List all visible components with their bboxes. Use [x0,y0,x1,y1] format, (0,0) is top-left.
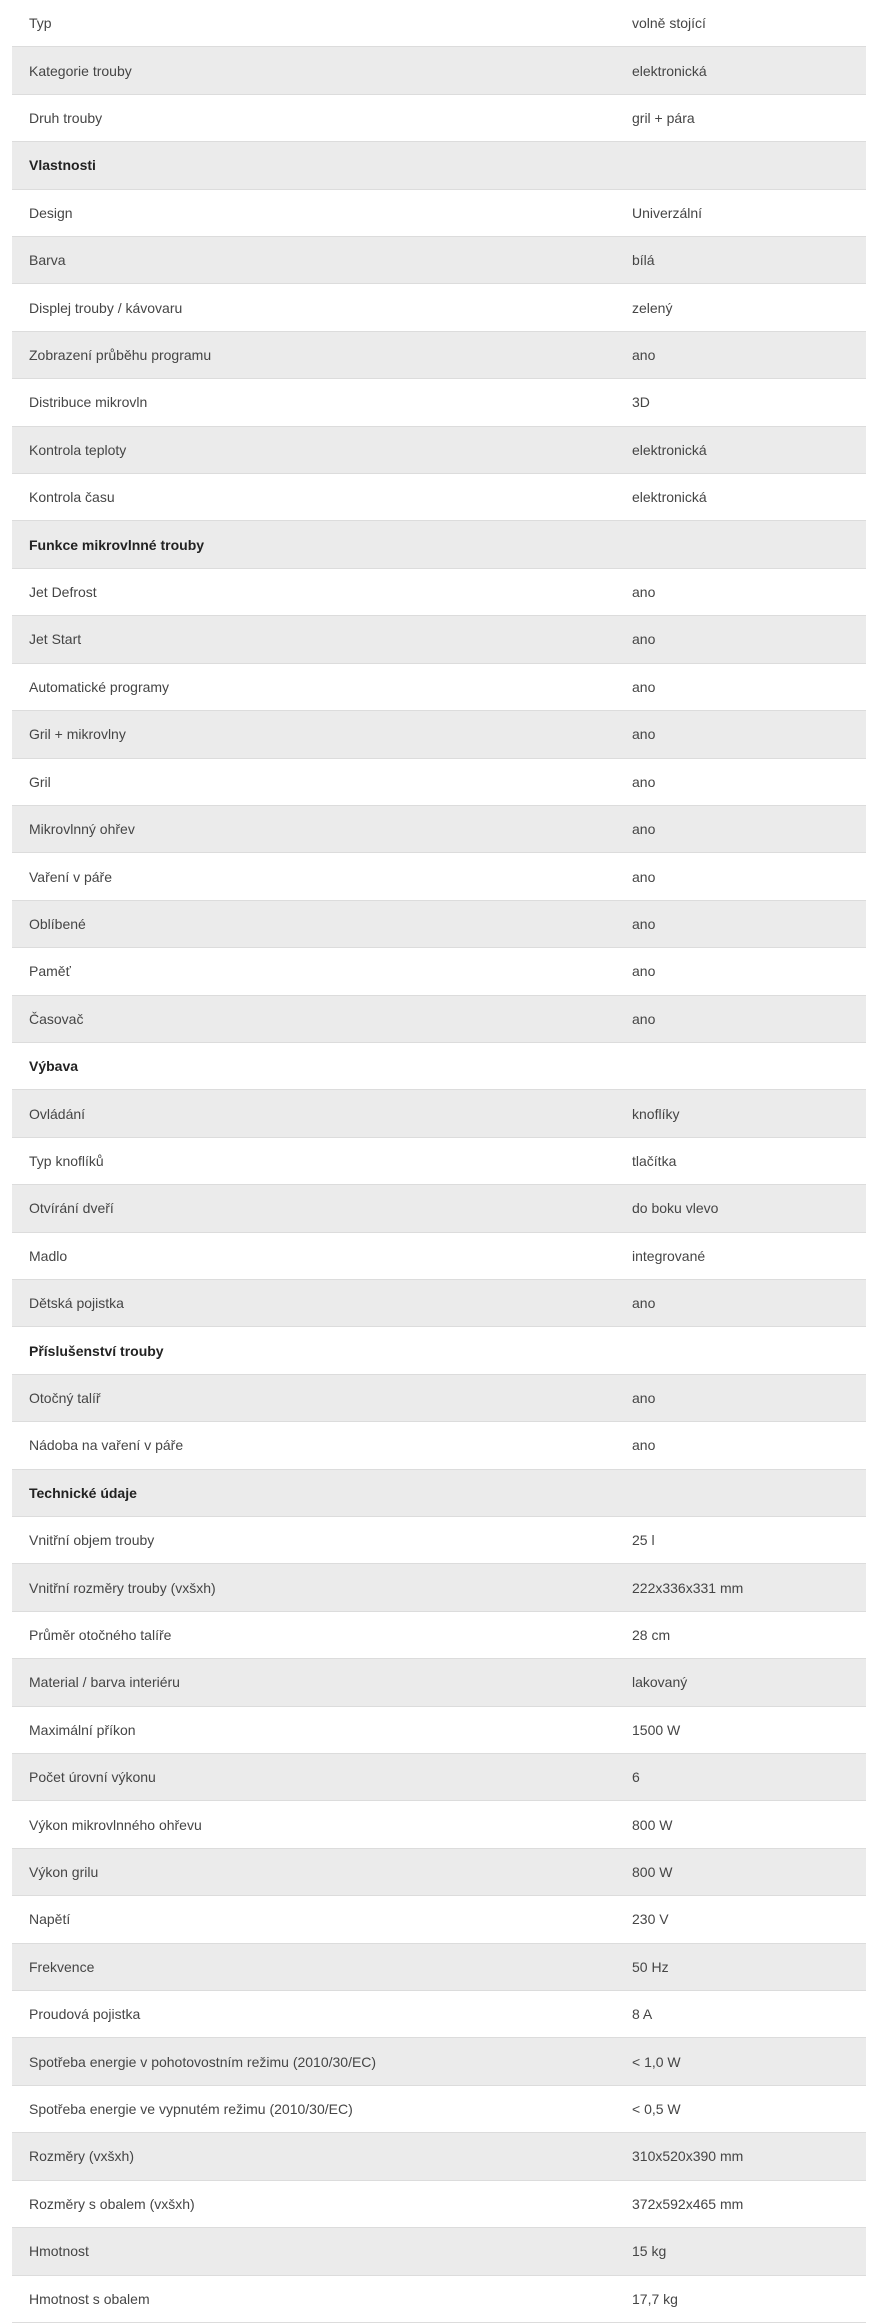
spec-value: ano [632,915,656,932]
spec-row [12,2228,866,2275]
spec-row [12,47,866,94]
spec-value: ano [632,1389,656,1406]
spec-label: Typ knoflíků [29,1152,104,1169]
section-title: Výbava [29,1058,79,1075]
spec-value: ano [632,1437,656,1454]
spec-value: < 0,5 W [632,2101,681,2118]
spec-label: Proudová pojistka [29,2006,141,2023]
spec-row [12,1138,866,1185]
spec-value: 310x520x390 mm [632,2148,744,2165]
spec-label: Automatické programy [29,678,170,695]
spec-label: Gril [29,773,51,790]
spec-row [12,1612,866,1659]
spec-value: zelený [632,299,673,316]
spec-label: Vaření v páře [29,868,113,885]
spec-value: 28 cm [632,1627,671,1644]
spec-value: bílá [632,252,655,269]
spec-label: Vnitřní rozměry trouby (vxšxh) [29,1579,216,1596]
spec-label: Hmotnost s obalem [29,2290,150,2307]
spec-label: Kontrola teploty [29,441,127,458]
spec-label: Barva [29,252,66,269]
spec-value: ano [632,963,656,980]
spec-value: elektronická [632,441,707,458]
spec-row [12,2086,866,2133]
spec-label: Výkon grilu [29,1864,99,1881]
spec-value: 3D [632,394,650,411]
spec-value: 25 l [632,1532,655,1549]
spec-row [12,1849,866,1896]
spec-value: ano [632,1010,656,1027]
spec-label: Kontrola času [29,489,115,506]
spec-value: ano [632,1295,656,1312]
spec-value: ano [632,821,656,838]
spec-value: 8 A [632,2006,653,2023]
spec-value: ano [632,347,656,364]
spec-row [12,711,866,758]
spec-row [12,2181,866,2228]
spec-row [12,1185,866,1232]
section-title: Vlastnosti [29,157,96,174]
spec-label: Spotřeba energie ve vypnutém režimu (2010/30/EC) [29,2101,353,2118]
spec-label: Maximální příkon [29,1721,136,1738]
spec-row [12,379,866,426]
spec-value: knoflíky [632,1105,680,1122]
section-header-row [12,142,866,189]
spec-row [12,1280,866,1327]
spec-value: lakovaný [632,1674,688,1691]
spec-row [12,948,866,995]
spec-row [12,474,866,521]
spec-label: Typ [29,15,52,32]
spec-row [12,2276,866,2323]
spec-label: Madlo [29,1247,68,1264]
spec-row [12,2133,866,2180]
spec-value: 6 [632,1769,640,1786]
spec-value: integrované [632,1247,706,1264]
spec-row [12,284,866,331]
spec-row [12,1517,866,1564]
spec-label: Design [29,204,73,221]
spec-value: do boku vlevo [632,1200,719,1217]
spec-row [12,1233,866,1280]
spec-row [12,759,866,806]
spec-label: Gril + mikrovlny [29,726,126,743]
spec-row [12,806,866,853]
spec-row [12,616,866,663]
spec-label: Oblíbené [29,915,86,932]
spec-label: Jet Start [29,631,82,648]
spec-row [12,1944,866,1991]
spec-label: Nádoba na vaření v páře [29,1437,184,1454]
spec-label: Dětská pojistka [29,1295,124,1312]
spec-row [12,853,866,900]
spec-value: 230 V [632,1911,669,1928]
spec-label: Výkon mikrovlnného ohřevu [29,1816,202,1833]
spec-row [12,901,866,948]
spec-label: Hmotnost [29,2243,89,2260]
spec-value: Univerzální [632,204,703,221]
spec-label: Časovač [29,1010,84,1027]
spec-row [12,427,866,474]
spec-value: elektronická [632,62,707,79]
spec-row [12,0,866,47]
spec-row [12,190,866,237]
section-header-row [12,1327,866,1374]
spec-value: 800 W [632,1816,673,1833]
spec-label: Vnitřní objem trouby [29,1532,155,1549]
spec-value: elektronická [632,489,707,506]
spec-row [12,332,866,379]
spec-row [12,1896,866,1943]
spec-label: Kategorie trouby [29,62,132,79]
section-header-row [12,1470,866,1517]
spec-row [12,95,866,142]
spec-value: 17,7 kg [632,2290,678,2307]
spec-label: Rozměry (vxšxh) [29,2148,135,2165]
spec-row [12,1375,866,1422]
spec-row [12,569,866,616]
spec-row [12,996,866,1043]
spec-row [12,1422,866,1469]
section-title: Příslušenství trouby [29,1342,164,1359]
spec-row [12,1090,866,1137]
spec-label: Průměr otočného talíře [29,1627,172,1644]
spec-label: Jet Defrost [29,584,97,601]
spec-value: 222x336x331 mm [632,1579,744,1596]
spec-value: < 1,0 W [632,2053,681,2070]
spec-label: Spotřeba energie v pohotovostním režimu (2010/30/EC) [29,2053,377,2070]
spec-row [12,1754,866,1801]
spec-table [12,0,866,2323]
spec-label: Distribuce mikrovln [29,394,148,411]
spec-row [12,1564,866,1611]
spec-value: 800 W [632,1864,673,1881]
section-title: Funkce mikrovlnné trouby [29,536,205,553]
spec-row [12,1991,866,2038]
spec-value: volně stojící [632,15,706,32]
spec-value: ano [632,726,656,743]
section-header-row [12,521,866,568]
spec-value: 1500 W [632,1721,681,1738]
spec-row [12,2038,866,2085]
spec-value: 372x592x465 mm [632,2195,744,2212]
spec-label: Zobrazení průběhu programu [29,347,212,364]
spec-value: ano [632,678,656,695]
spec-row [12,1659,866,1706]
spec-value: ano [632,631,656,648]
spec-value: tlačítka [632,1152,677,1169]
spec-label: Druh trouby [29,110,103,127]
spec-row [12,237,866,284]
spec-label: Mikrovlnný ohřev [29,821,135,838]
spec-label: Napětí [29,1911,71,1928]
spec-label: Otočný talíř [29,1389,101,1406]
spec-row [12,664,866,711]
spec-row [12,1707,866,1754]
spec-value: 15 kg [632,2243,667,2260]
spec-value: gril + pára [632,110,695,127]
spec-label: Frekvence [29,1958,95,1975]
spec-label: Paměť [29,963,71,980]
spec-row [12,1801,866,1848]
spec-label: Material / barva interiéru [29,1674,180,1691]
spec-value: 50 Hz [632,1958,669,1975]
spec-label: Rozměry s obalem (vxšxh) [29,2195,195,2212]
spec-value: ano [632,868,656,885]
section-header-row [12,1043,866,1090]
section-title: Technické údaje [29,1484,137,1501]
spec-label: Počet úrovní výkonu [29,1769,156,1786]
spec-label: Ovládání [29,1105,86,1122]
spec-label: Displej trouby / kávovaru [29,299,183,316]
spec-value: ano [632,773,656,790]
spec-label: Otvírání dveří [29,1200,114,1217]
spec-value: ano [632,584,656,601]
